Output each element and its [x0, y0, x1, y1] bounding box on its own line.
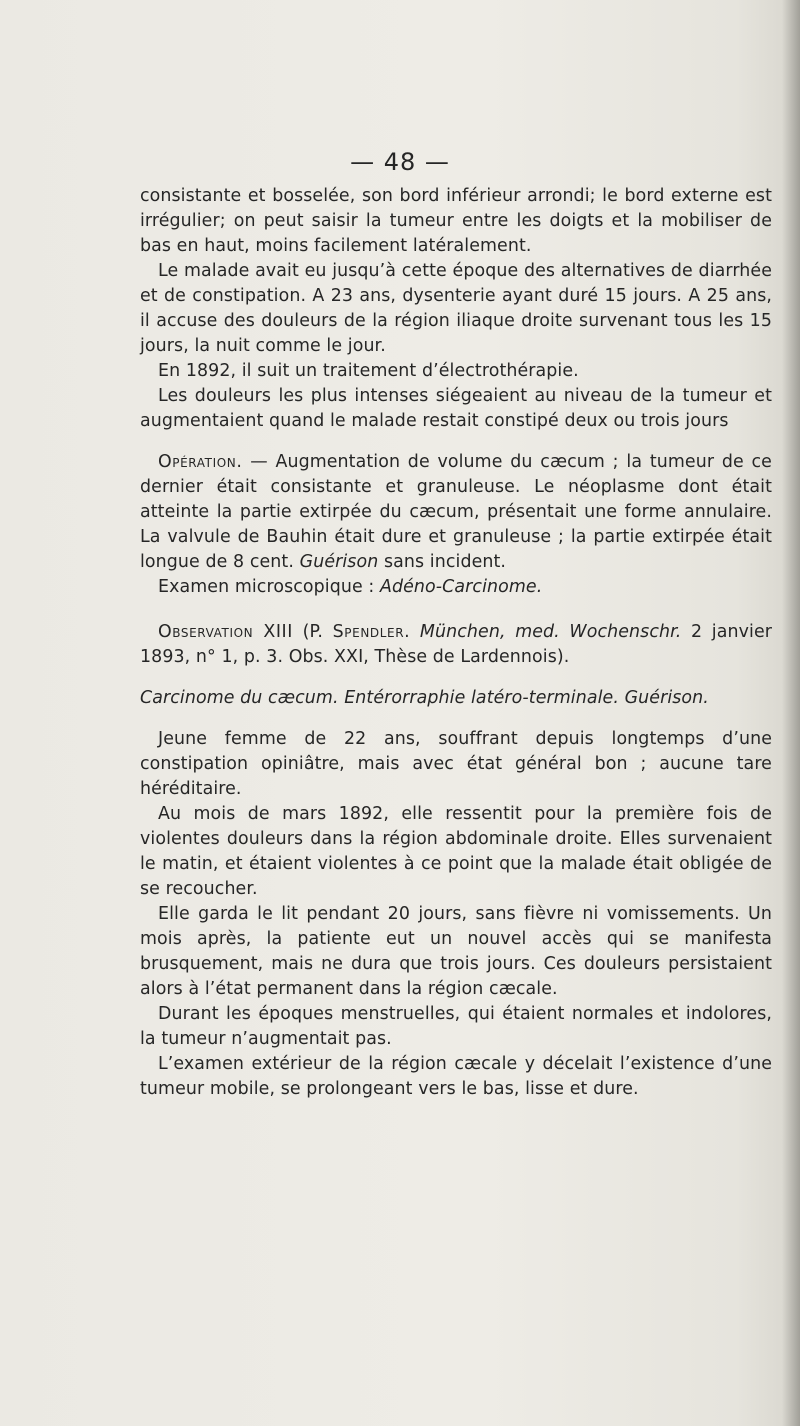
operation-label: Opération.: [158, 452, 243, 472]
paragraph: Au mois de mars 1892, elle ressentit pour la première fois de violentes douleurs dans la région abdominale droite. Elles survenaient le matin, et étaient violentes à ce point que la malade était obligée de se recoucher.: [140, 804, 772, 899]
paragraph: Elle garda le lit pendant 20 jours, sans fièvre ni vomissements. Un mois après, la patiente eut un nouvel accès qui se manifesta brusquement, mais ne dura que trois jours. Ces douleurs persistaient alors à l’état permanent dans la région cæcale.: [140, 904, 772, 999]
paragraph: L’examen extérieur de la région cæcale y décelait l’existence d’une tumeur mobile, se prolongeant vers le bas, lisse et dure.: [140, 1054, 772, 1099]
observation-author: Spendler.: [332, 622, 411, 642]
observation-label: Observation XIII: [158, 622, 294, 642]
paragraph: En 1892, il suit un traitement d’électrothérapie.: [158, 361, 579, 381]
paragraph: Jeune femme de 22 ans, souffrant depuis longtemps d’une constipation opiniâtre, mais avec état général bon ; aucune tare héréditaire.: [140, 729, 772, 799]
paragraph: consistante et bosselée, son bord inférieur arrondi; le bord externe est irrégulier; on peut saisir la tumeur entre les doigts et la mobiliser de bas en haut, moins facilement latéralement.: [140, 186, 772, 256]
paragraph: Le malade avait eu jusqu’à cette époque des alternatives de diarrhée et de constipation. A 23 ans, dysenterie ayant duré 15 jours. A 25 ans, il accuse des douleurs de la région iliaque droite survenant tous les 15 jours, la nuit comme le jour.: [140, 261, 772, 356]
page-header: [0, 0, 800, 180]
page-number: — 48 —: [350, 148, 450, 176]
observation-heading: Observation XIII (P. Spendler. München, med. Wochenschr. 2 janvier 1893, n° 1, p. 3. Obs. XXI, Thèse de Lardennois).: [140, 622, 772, 667]
page-edge-shadow: [782, 0, 800, 1426]
guerison-italic: Guérison: [299, 552, 379, 572]
examen-paragraph: Examen microscopique : Adéno-Carcinome.: [158, 577, 543, 597]
observation-title: Carcinome du cæcum. Entérorraphie latéro-terminale. Guérison.: [140, 688, 709, 708]
paragraph: Durant les époques menstruelles, qui étaient normales et indolores, la tumeur n’augmentait pas.: [140, 1004, 772, 1049]
body-text: [140, 184, 772, 1102]
operation-paragraph: Opération. — Augmentation de volume du cæcum ; la tumeur de ce dernier était consistante et granuleuse. Le néoplasme dont était atteinte la partie extirpée du cæcum, présentait une forme annulaire. La valvule de Bauhin était dure et granuleuse ; la partie extirpée était longue de 8 cent. Guérison sans incident.: [140, 452, 772, 572]
paragraph: Les douleurs les plus intenses siégeaient au niveau de la tumeur et augmentaient quand le malade restait constipé deux ou trois jours: [140, 386, 772, 431]
observation-journal: München, med. Wochenschr.: [419, 622, 682, 642]
